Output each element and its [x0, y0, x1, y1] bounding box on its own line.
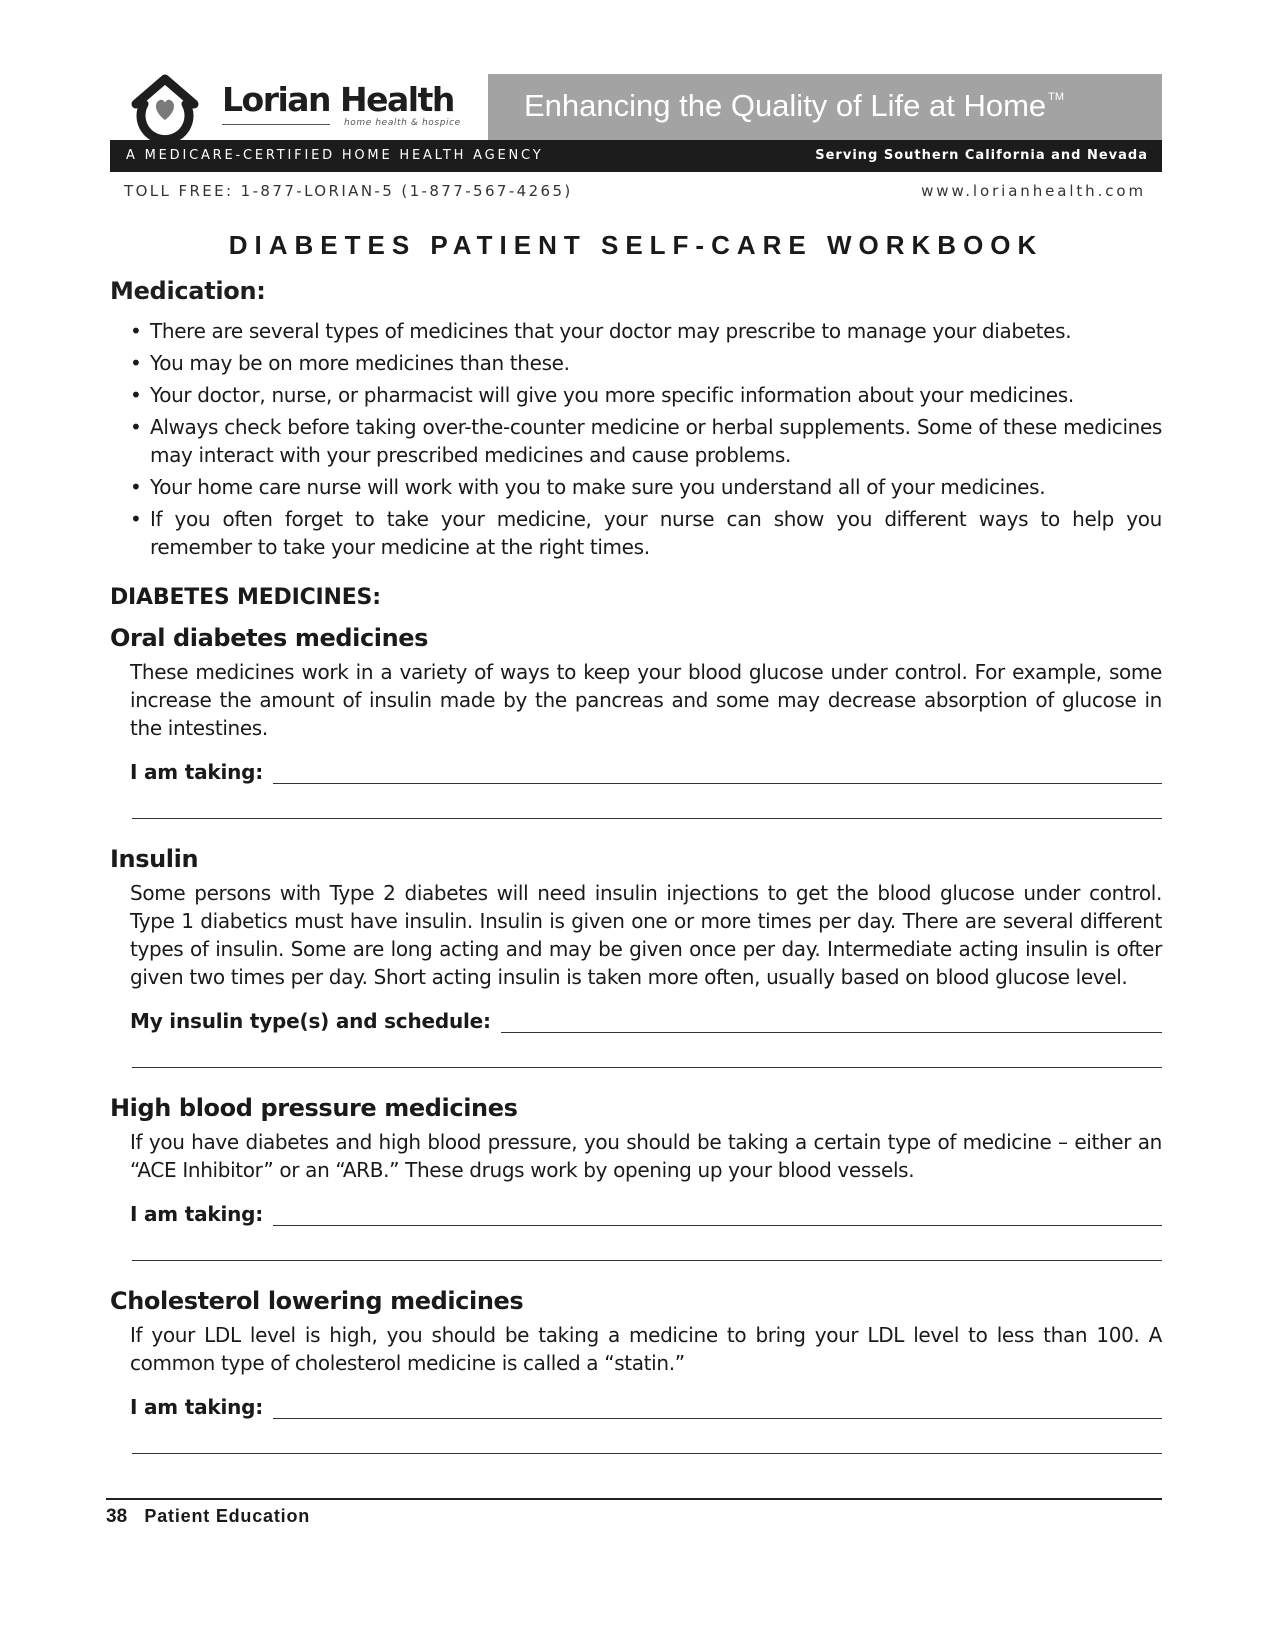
website-url: www.lorianhealth.com [921, 182, 1146, 200]
insulin-heading: Insulin [110, 845, 199, 873]
insulin-schedule-label: My insulin type(s) and schedule: [130, 1009, 491, 1033]
tagline-box [488, 74, 1162, 140]
list-item: • If you often forget to take your medicine, your nurse can show you different ways to help you remember to take your medicine at the right times. [110, 505, 1162, 561]
medication-heading: Medication: [110, 277, 266, 305]
cholesterol-taking-label: I am taking: [130, 1395, 264, 1419]
oral-medicines-heading: Oral diabetes medicines [110, 624, 429, 652]
oral-taking-field-line-2[interactable] [132, 784, 1162, 819]
house-heart-icon [130, 74, 200, 140]
insulin-schedule-row [130, 1003, 1162, 1033]
header-banner [110, 74, 1162, 140]
logo-tagline: home health & hospice [344, 118, 461, 128]
bp-taking-field-line-2[interactable] [132, 1226, 1162, 1261]
agency-bar [110, 140, 1162, 172]
logo [130, 74, 480, 140]
insulin-text: Some persons with Type 2 diabetes will need insulin injections to get the blood glucose under control. Type 1 diabetics must have insulin. Insulin is given one or more times per day. There are several different types of insulin. Some are long acting and may be given once per day. Intermediate acting insulin is ofter given two times per day. Short acting insulin is taken more often, usually based on blood glucose level. [130, 881, 1162, 989]
oral-medicines-text: These medicines work in a variety of ways to keep your blood glucose under control. For example, some increase the amount of insulin made by the pancreas and some may decrease absorption of glucose in the intestines. [130, 660, 1162, 740]
footer-divider [106, 1498, 1162, 1500]
list-item: • Your doctor, nurse, or pharmacist will give you more specific information about your medicines. [110, 381, 1162, 409]
cholesterol-medicines-heading: Cholesterol lowering medicines [110, 1287, 524, 1315]
insulin-schedule-field-line-2[interactable] [132, 1033, 1162, 1068]
bp-taking-field[interactable] [273, 1201, 1162, 1226]
cholesterol-medicines-text: If your LDL level is high, you should be taking a medicine to bring your LDL level to less than 100. A common type of cholesterol medicine is called a “statin.” [130, 1323, 1162, 1375]
bp-medicines-text: If you have diabetes and high blood pressure, you should be taking a certain type of medicine – either an “ACE Inhibitor” or an “ARB.” These drugs work by opening up your blood vessels. [130, 1130, 1162, 1182]
bp-taking-row [130, 1196, 1162, 1226]
cholesterol-taking-row [130, 1389, 1162, 1419]
toll-free-number: TOLL FREE: 1-877-LORIAN-5 (1-877-567-4265) [124, 182, 573, 200]
page-title: DIABETES PATIENT SELF-CARE WORKBOOK [228, 230, 1044, 260]
logo-divider [222, 124, 330, 125]
service-area: Serving Southern California and Nevada [815, 148, 1148, 163]
list-item: • Your home care nurse will work with you to make sure you understand all of your medicines. [110, 473, 1162, 501]
contact-row [110, 172, 1162, 206]
page-footer [106, 1506, 310, 1528]
cholesterol-taking-field[interactable] [273, 1394, 1162, 1419]
trademark-mark: TM [1048, 91, 1065, 103]
diabetes-medicines-heading: DIABETES MEDICINES: [110, 585, 381, 610]
list-item: • Always check before taking over-the-counter medicine or herbal supplements. Some of these medicines may interact with your prescribed medicines and cause problems. [110, 413, 1162, 469]
tagline: Enhancing the Quality of Life at Home ™ [524, 88, 1065, 123]
list-item: • You may be on more medicines than these. [110, 349, 1162, 377]
cholesterol-taking-field-line-2[interactable] [132, 1419, 1162, 1454]
logo-name: Lorian Health [222, 80, 454, 119]
insulin-schedule-field[interactable] [501, 1008, 1162, 1033]
document-page [110, 74, 1162, 1454]
oral-taking-label: I am taking: [130, 760, 264, 784]
medication-list [110, 317, 1162, 561]
oral-taking-row [130, 754, 1162, 784]
bp-taking-label: I am taking: [130, 1202, 264, 1226]
list-item: • There are several types of medicines that your doctor may prescribe to manage your diabetes. [110, 317, 1162, 345]
oral-taking-field[interactable] [273, 759, 1162, 784]
bp-medicines-heading: High blood pressure medicines [110, 1094, 518, 1122]
footer-label: Patient Education [144, 1506, 311, 1526]
agency-certification: A MEDICARE-CERTIFIED HOME HEALTH AGENCY [126, 148, 544, 163]
page-number: 38 [106, 1506, 128, 1527]
